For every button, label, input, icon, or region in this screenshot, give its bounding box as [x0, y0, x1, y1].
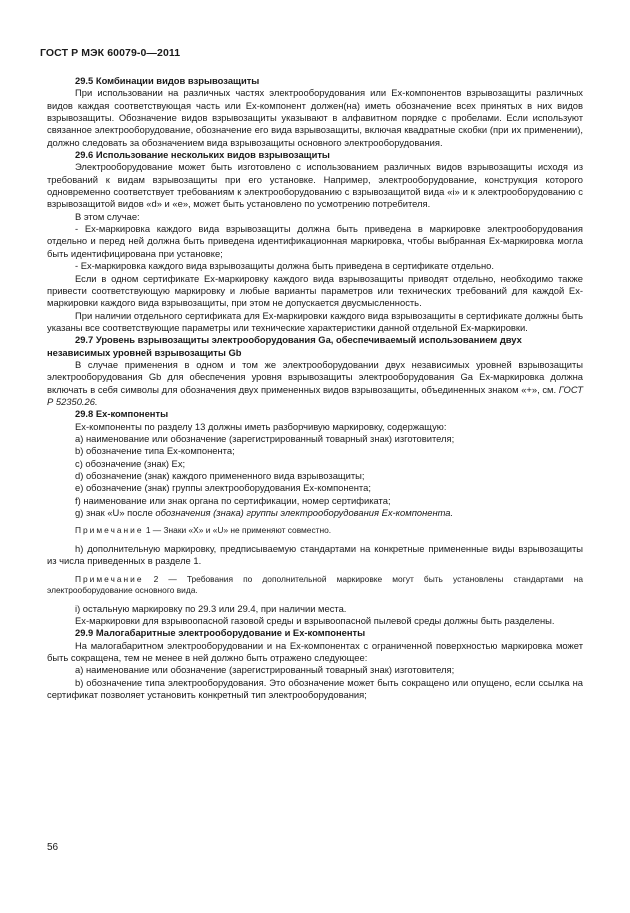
standard-reference: ГОСТ Р 52350.26. — [47, 383, 584, 407]
list-item: b) обозначение типа электрооборудования. Это обозначение может быть сокращено или опущено, если ссылка на сертификат позволяет установить конкретный тип электрооборудования; — [47, 676, 583, 700]
list-item: i) остальную маркировку по 29.3 или 29.4, при наличии места. — [75, 602, 347, 614]
list-item: a) наименование или обозначение (зарегистрированный товарный знак) изготовителя; — [75, 664, 455, 676]
note-label: Примечание — [75, 573, 144, 584]
paragraph: Электрооборудование может быть изготовлено с использованием различных видов взрывозащиты исходя из требований к видам взрывозащиты при его установке. Например, электрооборудование, конструкция которого одновременно соответствует требованиям к электрооборудованию с взрывозащитой вида «i» и к электрооборудованию с взрывозащитой видов «d» и «е», может быть установлено по усмотрению потребителя. — [47, 161, 583, 210]
list-item: h) дополнительную маркировку, предписываемую стандартами на конкретные примененные виды взрывозащиты из числа приведенных в разделе 1. — [47, 542, 583, 567]
section-29-8-heading: 29.8 Ex-компоненты — [75, 408, 169, 420]
section-29-7-heading: 29.7 Уровень взрывозащиты электрооборудования Ga, обеспечиваемый использованием двух независимых уровней взрывозащиты Gb — [47, 334, 522, 358]
list-item: f) наименование или знак органа по сертификации, номер сертификата; — [75, 494, 391, 506]
paragraph: Если в одном сертификате Ex-маркировку каждого вида взрывозащиты приводят отдельно, необходимо также привести соответствующую маркировку и любые варианты параметров или технических требований для каждой Ex-маркировки каждого вида взрывозащиты, при этом не допускается двусмысленность. — [47, 272, 583, 309]
paragraph: Ex-компоненты по разделу 13 должны иметь разборчивую маркировку, содержащую: — [75, 420, 447, 432]
paragraph: - Ex-маркировка каждого вида взрывозащиты должна быть приведена в сертификате отдельно. — [75, 260, 494, 272]
note-label: Примечание — [75, 525, 144, 536]
list-item: c) обозначение (знак) Ex; — [75, 457, 186, 469]
list-item: e) обозначение (знак) группы электрооборудования Ex-компонента; — [75, 482, 371, 494]
paragraph: При наличии отдельного сертификата для Ex-маркировки каждого вида взрывозащиты в сертификате должны быть указаны все соответствующие параметры или технические характеристики данной отдельной Ex-маркировки. — [47, 309, 583, 333]
page-number: 56 — [47, 842, 59, 853]
paragraph: - Ex-маркировка каждого вида взрывозащиты должна быть приведена в маркировке электрооборудования отдельно и перед ней должна быть приведена идентификационная маркировка, чтобы выбранная Ex-маркировка могла быть идентифицирована при установке; — [47, 223, 583, 259]
document-header: ГОСТ Р МЭК 60079-0—2011 — [40, 47, 181, 59]
note-text: 1 — Знаки «X» и «U» не применяют совместно. — [145, 525, 332, 536]
paragraph: На малогабаритном электрооборудовании и на Ex-компонентах с ограниченной поверхностью маркировка может быть сокращена, тем не менее в ней должно быть отражено следующее: — [47, 639, 583, 663]
note — [47, 525, 583, 537]
paragraph: При использовании на различных частях электрооборудования или Ex-компонентов взрывозащиты различных видов каждая соответствующая часть или Ex-компонент должен(на) иметь обозначение всех принятых в них видов взрывозащиты. Обозначение видов взрывозащиты указывают в алфавитном порядке с пробелами. Если используют связанное электрооборудование, обозначение его вида взрывозащиты, включая квадратные скобки (при их применении), должно следовать за обозначением вида взрывозащиты основного электрооборудования. — [47, 87, 583, 148]
paragraph: Ex-маркировки для взрывоопасной газовой среды и взрывоопасной пылевой среды должны быть разделены. — [75, 614, 555, 626]
section-29-9-heading: 29.9 Малогабаритные электрооборудование и Ex-компоненты — [75, 627, 366, 639]
paragraph — [47, 359, 583, 408]
paragraph-text: В случае применения в одном и том же электрооборудовании двух независимых уровней взрывозащиты электрооборудования Gb для обеспечения уровня взрывозащиты электрооборудования Ga Ex-маркировка должна включать в себя символы для обозначения двух примененных видов взрывозащиты, объединенных знаком «+», см. — [47, 358, 583, 395]
list-item: b) обозначение типа Ex-компонента; — [75, 445, 235, 457]
list-item-text: g) знак «U» после — [75, 507, 153, 519]
note-text: 2 — Требования по дополнительной маркировке могут быть установлены стандартами на электрооборудование основного вида. — [47, 573, 583, 596]
list-item — [47, 507, 583, 519]
section-29-6-heading: 29.6 Использование нескольких видов взрывозащиты — [75, 149, 330, 161]
note — [47, 574, 583, 597]
document-body — [47, 75, 583, 701]
list-item-italic-text: обозначения (знака) группы электрооборудования Ex-компонента. — [155, 507, 454, 519]
section-29-5-heading: 29.5 Комбинации видов взрывозащиты — [75, 75, 260, 86]
list-item: a) наименование или обозначение (зарегистрированный товарный знак) изготовителя; — [75, 432, 455, 444]
paragraph: В этом случае: — [75, 210, 140, 222]
list-item: d) обозначение (знак) каждого примененного вида взрывозащиты; — [75, 470, 365, 481]
